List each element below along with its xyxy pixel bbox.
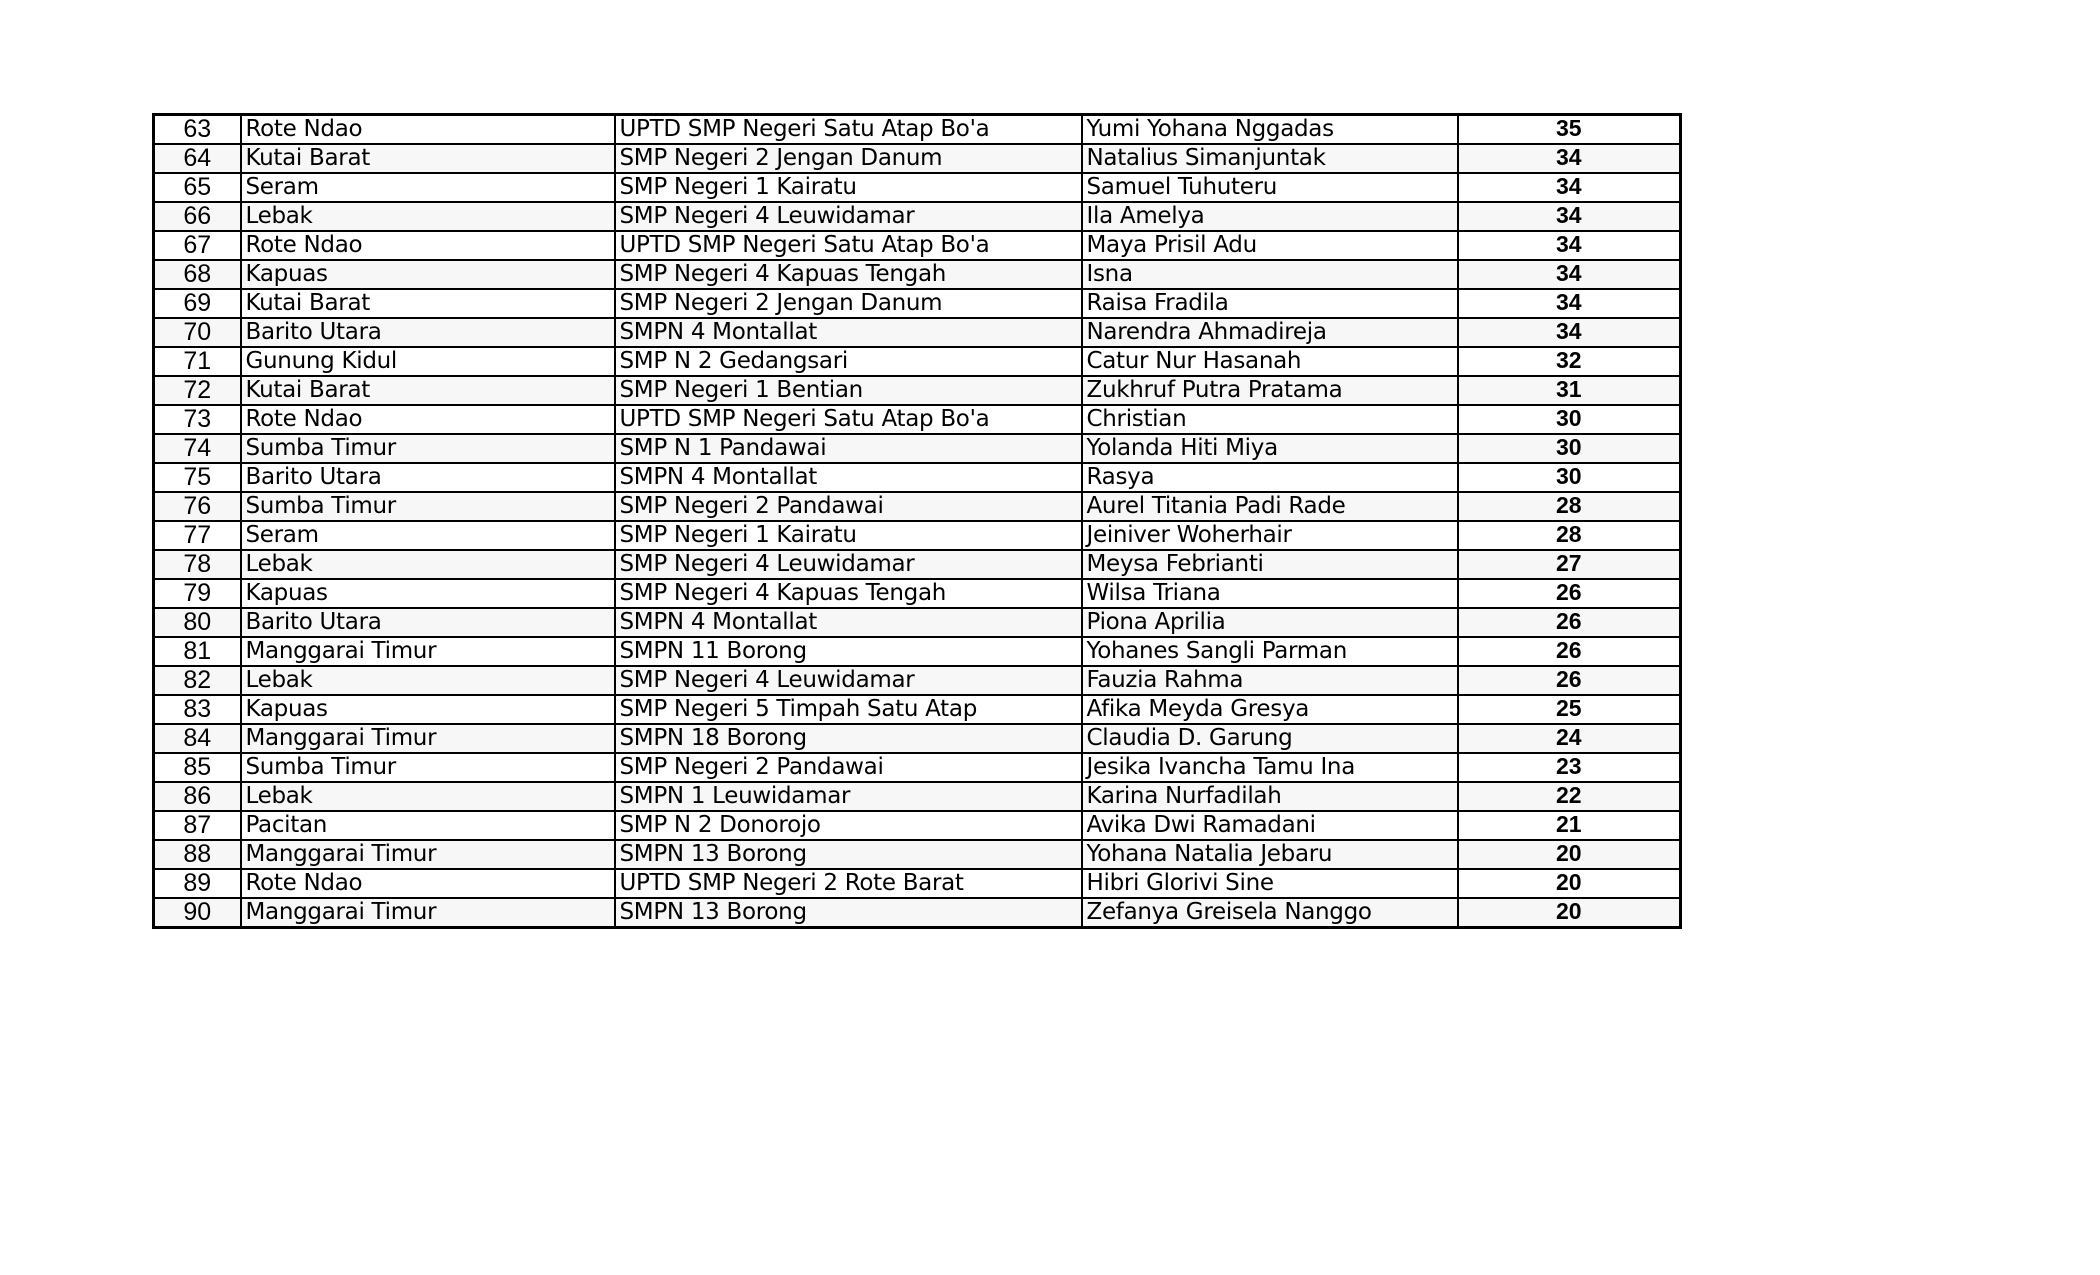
score-cell: 25: [1458, 695, 1681, 724]
school-cell: SMPN 4 Montallat: [615, 608, 1082, 637]
school-cell: SMPN 13 Borong: [615, 840, 1082, 869]
score-cell: 20: [1458, 840, 1681, 869]
region-cell: Rote Ndao: [241, 405, 615, 434]
table-row: [154, 231, 1681, 260]
student-name-cell: Jesika Ivancha Tamu Ina: [1082, 753, 1458, 782]
score-cell: 34: [1458, 318, 1681, 347]
student-name-cell: Raisa Fradila: [1082, 289, 1458, 318]
student-name-cell: Rasya: [1082, 463, 1458, 492]
student-name-cell: Yohana Natalia Jebaru: [1082, 840, 1458, 869]
row-number-cell: 70: [154, 318, 241, 347]
school-cell: SMP Negeri 5 Timpah Satu Atap: [615, 695, 1082, 724]
school-cell: SMPN 1 Leuwidamar: [615, 782, 1082, 811]
row-number-cell: 86: [154, 782, 241, 811]
table-row: [154, 144, 1681, 173]
row-number-cell: 69: [154, 289, 241, 318]
school-cell: SMPN 18 Borong: [615, 724, 1082, 753]
region-cell: Kutai Barat: [241, 289, 615, 318]
table-body: [154, 115, 1681, 928]
student-name-cell: Fauzia Rahma: [1082, 666, 1458, 695]
region-cell: Lebak: [241, 666, 615, 695]
score-cell: 26: [1458, 579, 1681, 608]
score-cell: 26: [1458, 637, 1681, 666]
score-cell: 31: [1458, 376, 1681, 405]
row-number-cell: 63: [154, 115, 241, 145]
row-number-cell: 77: [154, 521, 241, 550]
student-name-cell: Zukhruf Putra Pratama: [1082, 376, 1458, 405]
row-number-cell: 75: [154, 463, 241, 492]
region-cell: Seram: [241, 521, 615, 550]
table-row: [154, 376, 1681, 405]
student-name-cell: Wilsa Triana: [1082, 579, 1458, 608]
school-cell: SMP Negeri 4 Kapuas Tengah: [615, 260, 1082, 289]
score-cell: 34: [1458, 173, 1681, 202]
row-number-cell: 68: [154, 260, 241, 289]
row-number-cell: 72: [154, 376, 241, 405]
student-name-cell: Narendra Ahmadireja: [1082, 318, 1458, 347]
row-number-cell: 74: [154, 434, 241, 463]
student-name-cell: Yumi Yohana Nggadas: [1082, 115, 1458, 145]
school-cell: UPTD SMP Negeri 2 Rote Barat: [615, 869, 1082, 898]
student-name-cell: Yohanes Sangli Parman: [1082, 637, 1458, 666]
student-name-cell: Piona Aprilia: [1082, 608, 1458, 637]
school-cell: SMP Negeri 1 Kairatu: [615, 521, 1082, 550]
student-name-cell: Aurel Titania Padi Rade: [1082, 492, 1458, 521]
score-cell: 34: [1458, 231, 1681, 260]
table-row: [154, 811, 1681, 840]
row-number-cell: 90: [154, 898, 241, 928]
student-name-cell: Catur Nur Hasanah: [1082, 347, 1458, 376]
school-cell: SMP Negeri 2 Pandawai: [615, 492, 1082, 521]
ranking-table: [152, 113, 1682, 929]
region-cell: Gunung Kidul: [241, 347, 615, 376]
row-number-cell: 82: [154, 666, 241, 695]
score-cell: 34: [1458, 144, 1681, 173]
region-cell: Sumba Timur: [241, 753, 615, 782]
score-cell: 28: [1458, 521, 1681, 550]
ranking-table-container: [152, 113, 1682, 929]
school-cell: UPTD SMP Negeri Satu Atap Bo'a: [615, 405, 1082, 434]
row-number-cell: 87: [154, 811, 241, 840]
school-cell: SMP Negeri 2 Jengan Danum: [615, 289, 1082, 318]
table-row: [154, 173, 1681, 202]
table-row: [154, 579, 1681, 608]
school-cell: SMP Negeri 2 Pandawai: [615, 753, 1082, 782]
row-number-cell: 85: [154, 753, 241, 782]
school-cell: SMPN 4 Montallat: [615, 463, 1082, 492]
row-number-cell: 83: [154, 695, 241, 724]
table-row: [154, 869, 1681, 898]
region-cell: Sumba Timur: [241, 434, 615, 463]
score-cell: 26: [1458, 608, 1681, 637]
student-name-cell: Yolanda Hiti Miya: [1082, 434, 1458, 463]
row-number-cell: 81: [154, 637, 241, 666]
school-cell: SMP Negeri 4 Kapuas Tengah: [615, 579, 1082, 608]
school-cell: SMP N 2 Donorojo: [615, 811, 1082, 840]
table-row: [154, 898, 1681, 928]
table-row: [154, 637, 1681, 666]
region-cell: Pacitan: [241, 811, 615, 840]
student-name-cell: Karina Nurfadilah: [1082, 782, 1458, 811]
student-name-cell: Ila Amelya: [1082, 202, 1458, 231]
table-row: [154, 521, 1681, 550]
row-number-cell: 79: [154, 579, 241, 608]
region-cell: Barito Utara: [241, 318, 615, 347]
student-name-cell: Jeiniver Woherhair: [1082, 521, 1458, 550]
school-cell: SMPN 11 Borong: [615, 637, 1082, 666]
score-cell: 35: [1458, 115, 1681, 145]
row-number-cell: 78: [154, 550, 241, 579]
region-cell: Kutai Barat: [241, 376, 615, 405]
region-cell: Lebak: [241, 550, 615, 579]
table-row: [154, 115, 1681, 145]
score-cell: 24: [1458, 724, 1681, 753]
region-cell: Rote Ndao: [241, 869, 615, 898]
school-cell: SMP Negeri 1 Bentian: [615, 376, 1082, 405]
row-number-cell: 80: [154, 608, 241, 637]
region-cell: Kapuas: [241, 579, 615, 608]
table-row: [154, 492, 1681, 521]
region-cell: Kapuas: [241, 260, 615, 289]
row-number-cell: 65: [154, 173, 241, 202]
table-row: [154, 289, 1681, 318]
student-name-cell: Isna: [1082, 260, 1458, 289]
table-row: [154, 405, 1681, 434]
region-cell: Rote Ndao: [241, 231, 615, 260]
region-cell: Lebak: [241, 202, 615, 231]
table-row: [154, 666, 1681, 695]
region-cell: Barito Utara: [241, 463, 615, 492]
table-row: [154, 202, 1681, 231]
score-cell: 30: [1458, 434, 1681, 463]
student-name-cell: Afika Meyda Gresya: [1082, 695, 1458, 724]
table-row: [154, 434, 1681, 463]
table-row: [154, 724, 1681, 753]
region-cell: Manggarai Timur: [241, 724, 615, 753]
school-cell: SMPN 13 Borong: [615, 898, 1082, 928]
table-row: [154, 695, 1681, 724]
row-number-cell: 84: [154, 724, 241, 753]
table-row: [154, 347, 1681, 376]
school-cell: SMP N 2 Gedangsari: [615, 347, 1082, 376]
row-number-cell: 71: [154, 347, 241, 376]
school-cell: SMP N 1 Pandawai: [615, 434, 1082, 463]
student-name-cell: Meysa Febrianti: [1082, 550, 1458, 579]
table-row: [154, 550, 1681, 579]
row-number-cell: 66: [154, 202, 241, 231]
table-row: [154, 782, 1681, 811]
table-row: [154, 753, 1681, 782]
school-cell: UPTD SMP Negeri Satu Atap Bo'a: [615, 231, 1082, 260]
student-name-cell: Christian: [1082, 405, 1458, 434]
score-cell: 34: [1458, 260, 1681, 289]
score-cell: 30: [1458, 463, 1681, 492]
score-cell: 23: [1458, 753, 1681, 782]
score-cell: 20: [1458, 869, 1681, 898]
score-cell: 28: [1458, 492, 1681, 521]
student-name-cell: Natalius Simanjuntak: [1082, 144, 1458, 173]
region-cell: Manggarai Timur: [241, 637, 615, 666]
region-cell: Seram: [241, 173, 615, 202]
student-name-cell: Zefanya Greisela Nanggo: [1082, 898, 1458, 928]
school-cell: SMP Negeri 4 Leuwidamar: [615, 202, 1082, 231]
score-cell: 30: [1458, 405, 1681, 434]
table-row: [154, 608, 1681, 637]
score-cell: 32: [1458, 347, 1681, 376]
table-row: [154, 318, 1681, 347]
row-number-cell: 73: [154, 405, 241, 434]
row-number-cell: 67: [154, 231, 241, 260]
school-cell: SMP Negeri 2 Jengan Danum: [615, 144, 1082, 173]
row-number-cell: 64: [154, 144, 241, 173]
school-cell: UPTD SMP Negeri Satu Atap Bo'a: [615, 115, 1082, 145]
score-cell: 20: [1458, 898, 1681, 928]
school-cell: SMP Negeri 1 Kairatu: [615, 173, 1082, 202]
region-cell: Lebak: [241, 782, 615, 811]
region-cell: Kutai Barat: [241, 144, 615, 173]
student-name-cell: Avika Dwi Ramadani: [1082, 811, 1458, 840]
school-cell: SMPN 4 Montallat: [615, 318, 1082, 347]
row-number-cell: 76: [154, 492, 241, 521]
region-cell: Kapuas: [241, 695, 615, 724]
school-cell: SMP Negeri 4 Leuwidamar: [615, 550, 1082, 579]
student-name-cell: Maya Prisil Adu: [1082, 231, 1458, 260]
student-name-cell: Hibri Glorivi Sine: [1082, 869, 1458, 898]
region-cell: Sumba Timur: [241, 492, 615, 521]
region-cell: Barito Utara: [241, 608, 615, 637]
score-cell: 27: [1458, 550, 1681, 579]
region-cell: Manggarai Timur: [241, 840, 615, 869]
region-cell: Manggarai Timur: [241, 898, 615, 928]
table-row: [154, 260, 1681, 289]
table-row: [154, 840, 1681, 869]
student-name-cell: Samuel Tuhuteru: [1082, 173, 1458, 202]
score-cell: 21: [1458, 811, 1681, 840]
region-cell: Rote Ndao: [241, 115, 615, 145]
row-number-cell: 89: [154, 869, 241, 898]
score-cell: 26: [1458, 666, 1681, 695]
score-cell: 34: [1458, 289, 1681, 318]
school-cell: SMP Negeri 4 Leuwidamar: [615, 666, 1082, 695]
score-cell: 22: [1458, 782, 1681, 811]
row-number-cell: 88: [154, 840, 241, 869]
student-name-cell: Claudia D. Garung: [1082, 724, 1458, 753]
table-row: [154, 463, 1681, 492]
score-cell: 34: [1458, 202, 1681, 231]
